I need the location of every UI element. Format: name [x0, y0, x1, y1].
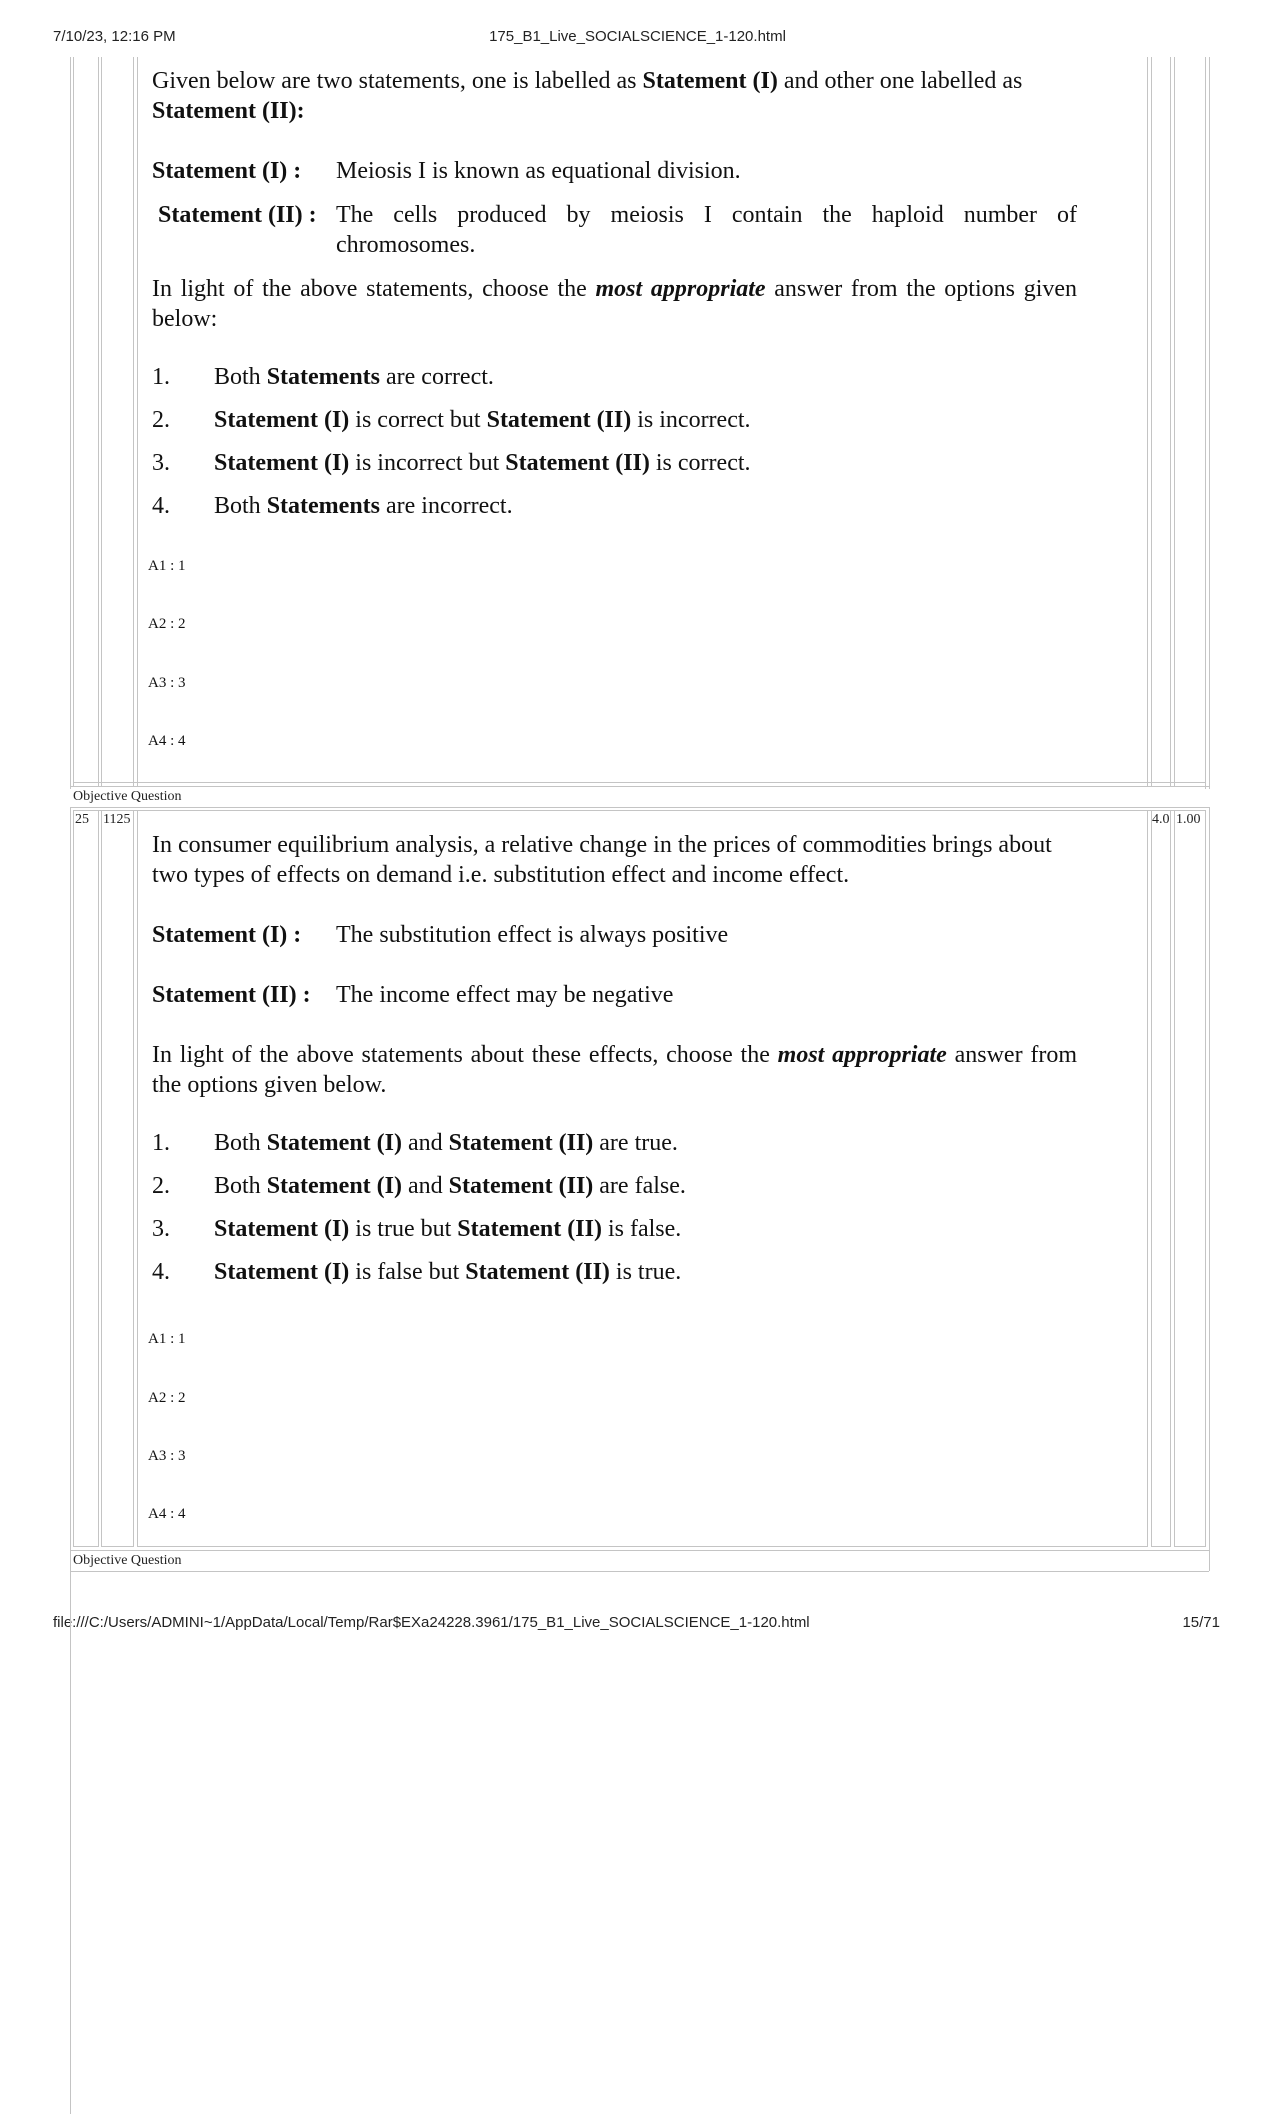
- question-body-previous: [152, 66, 1077, 534]
- question-intro: In consumer equilibrium analysis, a relative change in the prices of commodities brings about two types of effects on demand i.e. substitution effect and income effect.: [152, 832, 1052, 888]
- answer-choice-3: A3 : 3: [148, 1448, 186, 1464]
- marks: 4.0: [1152, 812, 1170, 827]
- option-2: 2. Statement (I) is correct but Statement (II) is incorrect.: [152, 407, 751, 433]
- question-instruction: In light of the above statements, choose the most appropriate answer from the options given below:: [152, 276, 1078, 332]
- option-3: 3. Statement (I) is true but Statement (II) is false.: [152, 1216, 682, 1242]
- print-title: 175_B1_Live_SOCIALSCIENCE_1-120.html: [489, 28, 786, 45]
- answer-choice-1: A1 : 1: [148, 558, 186, 574]
- options-list: [152, 1128, 1077, 1287]
- statement-2: Statement (II) : The cells produced by meiosis I contain the haploid number of chromosomes.: [158, 202, 1077, 258]
- question-instruction: In light of the above statements about these effects, choose the most appropriate answer from the options given below.: [152, 1042, 1078, 1098]
- options-list: [152, 362, 1077, 521]
- answer-choice-1: A1 : 1: [148, 1331, 186, 1347]
- question-id: 1125: [103, 812, 131, 827]
- print-page-number: 15/71: [1182, 1614, 1220, 1631]
- option-4: 4. Both Statements are incorrect.: [152, 493, 513, 519]
- question-type-label: Objective Question: [73, 1553, 182, 1568]
- print-file-path: file:///C:/Users/ADMINI~1/AppData/Local/Temp/Rar$EXa24228.3961/175_B1_Live_SOCIALSCIENCE_1-120.html: [53, 1614, 810, 1631]
- statement-1: Statement (I) : The substitution effect is always positive: [152, 922, 729, 948]
- option-2: 2. Both Statement (I) and Statement (II) are false.: [152, 1173, 686, 1199]
- answer-choice-3: A3 : 3: [148, 675, 186, 691]
- serial-number: 25: [75, 812, 89, 827]
- option-1: 1. Both Statements are correct.: [152, 364, 494, 390]
- option-3: 3. Statement (I) is incorrect but Statement (II) is correct.: [152, 450, 751, 476]
- statement-2: Statement (II) : The income effect may be negative: [152, 982, 674, 1008]
- question-body: [152, 830, 1077, 1300]
- answer-choice-4: A4 : 4: [148, 733, 186, 749]
- negative-marks: 1.00: [1176, 812, 1201, 827]
- option-4: 4. Statement (I) is false but Statement (II) is true.: [152, 1259, 682, 1285]
- question-type-label: Objective Question: [73, 789, 182, 804]
- answer-choice-4: A4 : 4: [148, 1506, 186, 1522]
- question-intro: Given below are two statements, one is labelled as Statement (I) and other one labelled as Statement (II):: [152, 68, 1023, 124]
- statement-1: Statement (I) : Meiosis I is known as equational division.: [152, 158, 741, 184]
- answer-choice-2: A2 : 2: [148, 616, 186, 632]
- print-datetime: 7/10/23, 12:16 PM: [53, 28, 176, 45]
- option-1: 1. Both Statement (I) and Statement (II) are true.: [152, 1130, 678, 1156]
- answer-choice-2: A2 : 2: [148, 1390, 186, 1406]
